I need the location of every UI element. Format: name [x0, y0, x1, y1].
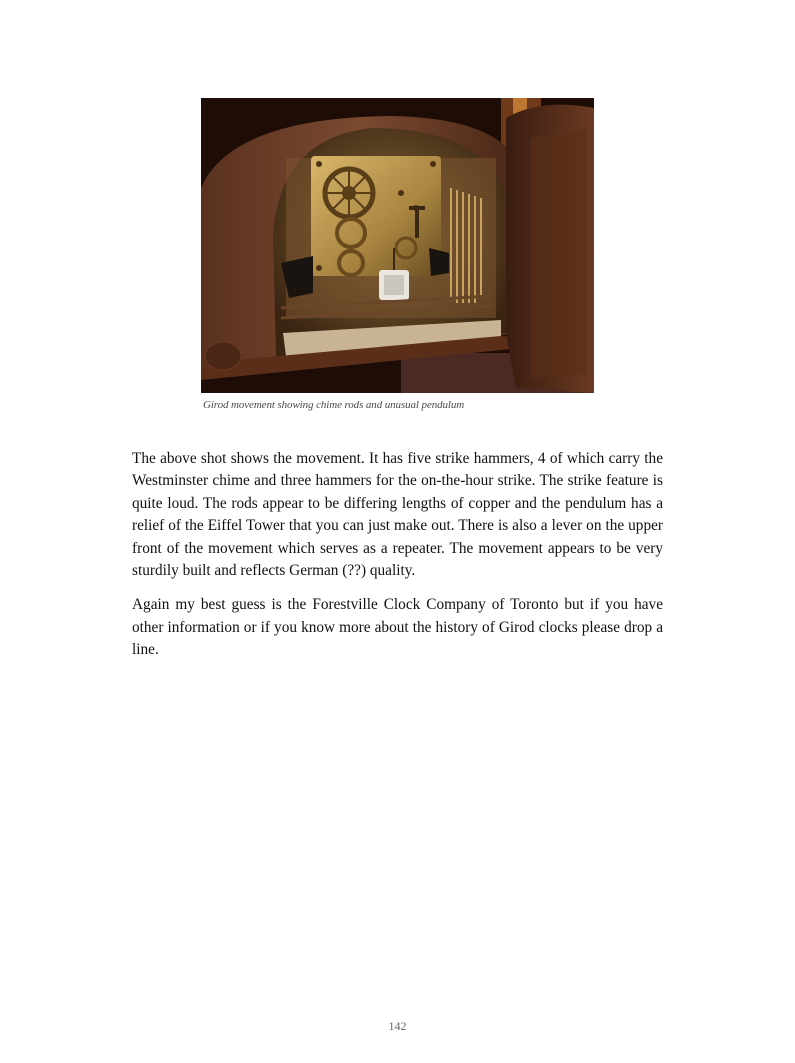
- paragraph: Again my best guess is the Forestville Clock Company of Toronto but if you have other information or if you know more about the history of Girod clocks please drop a line.: [132, 596, 663, 659]
- body-text: [132, 448, 663, 674]
- paragraph: The above shot shows the movement. It has five strike hammers, 4 of which carry the Westminster chime and three hammers for the on-the-hour strike. The strike feature is quite loud. The rods appear to be differing lengths of copper and the pendulum has a relief of the Eiffel Tower that you can just make out. There is also a lever on the upper front of the movement which serves as a repeater. The movement appears to be very sturdily built and reflects German (??) quality.: [132, 450, 663, 580]
- figure-caption: Girod movement showing chime rods and unusual pendulum: [203, 399, 465, 411]
- clock-movement-photo: [201, 98, 594, 393]
- page-number: 142: [388, 1019, 407, 1033]
